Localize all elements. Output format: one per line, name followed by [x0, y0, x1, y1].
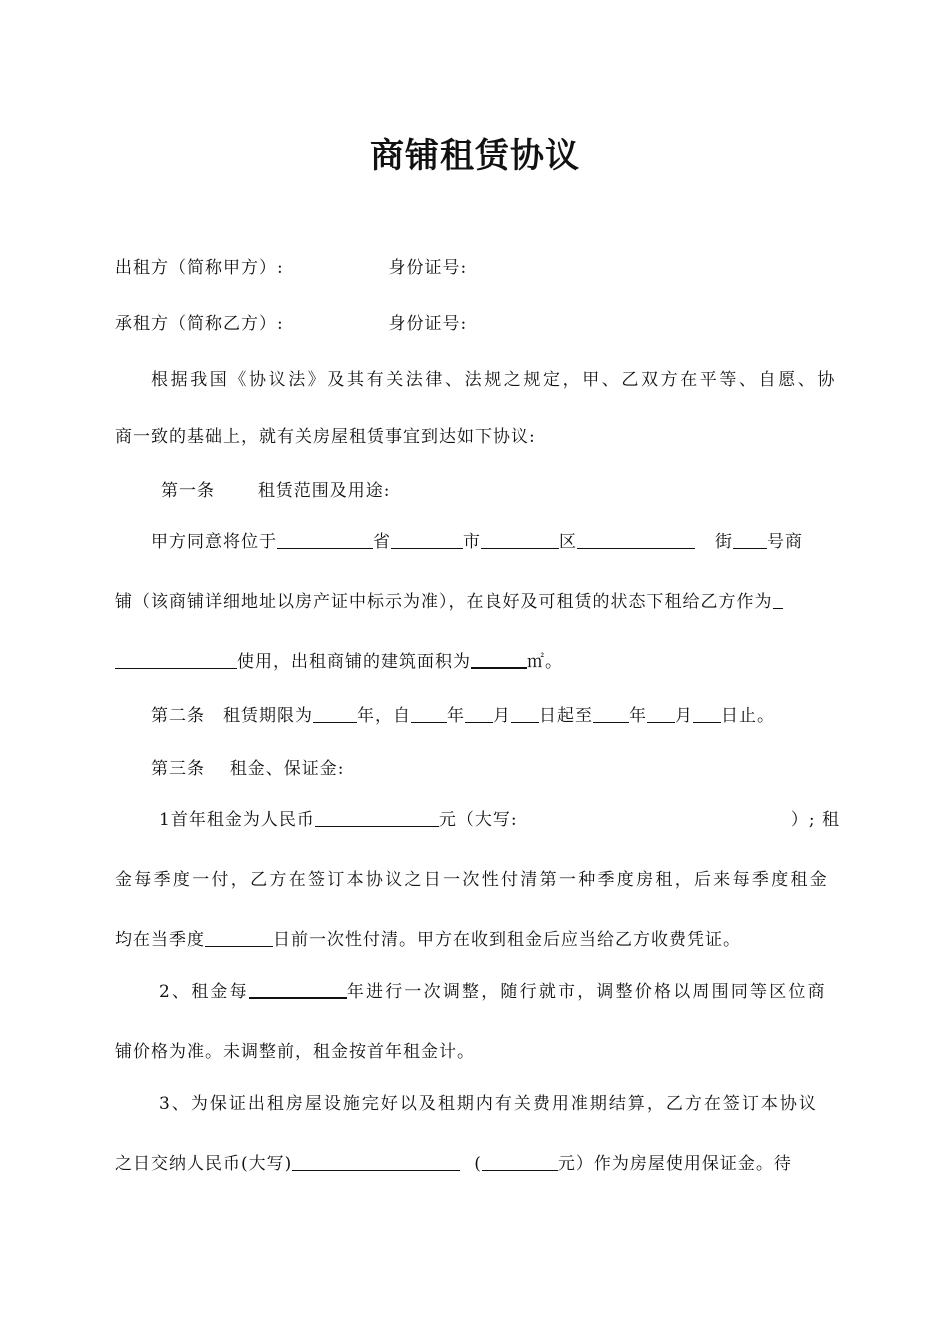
article3-item1-line-1: 1首年租金为人民币 元（大写: ）; 租 [159, 810, 840, 830]
lessor-id-label: 身份证号: [388, 258, 468, 278]
lessee-line [115, 312, 840, 336]
article3-item3-line-1: 3、为保证出租房屋设施完好以及租期内有关费用准期结算，乙方在签订本协议 [159, 1094, 818, 1114]
lessor-line [115, 256, 840, 280]
lessee-id-label: 身份证号: [388, 314, 468, 334]
intro-line-2: 商一致的基础上，就有关房屋租赁事宜到达如下协议: [115, 427, 536, 447]
article1-heading [115, 479, 886, 503]
article3-item1-line-2: 金每季度一付，乙方在签订本协议之日一次性付清第一种季度房租，后来每季度租金 [115, 870, 830, 890]
article3-item1-line-3: 均在当季度 日前一次性付清。甲方在收到租金后应当给乙方收费凭证。 [115, 930, 741, 950]
article2-line: 第二条 租赁期限为 年，自 年 月 日起至 年 月 日止。 [151, 706, 775, 726]
article1-number: 第一条 [161, 481, 215, 501]
article3-item2-line-1: 2、租金每 年进行一次调整，随行就市，调整价格以周围同等区位商 [159, 982, 827, 1002]
article1-title: 租赁范围及用途: [257, 481, 391, 501]
article3-title: 租金、保证金: [229, 759, 345, 779]
lessee-label: 承租方（简称乙方）: [115, 314, 284, 334]
article1-para-line-1: 甲方同意将位于 省 市 区 街 号商 [151, 532, 803, 552]
article3-item3-line-2: 之日交纳人民币(大写) ( 元）作为房屋使用保证金。待 [115, 1154, 792, 1174]
lessor-label: 出租方（简称甲方）: [115, 258, 284, 278]
article3-number: 第三条 [151, 759, 205, 779]
intro-line-1: 根据我国《协议法》及其有关法律、法规之规定，甲、乙双方在平等、自愿、协 [151, 370, 837, 390]
document-title: 商铺租赁协议 [370, 136, 580, 176]
article1-para-line-3: 使用，出租商铺的建筑面积为 ㎡。 [115, 650, 840, 674]
article3-item2-line-2: 铺价格为准。未调整前，租金按首年租金计。 [115, 1042, 475, 1062]
article3-heading [115, 757, 876, 781]
article1-para-line-2: 铺（该商铺详细地址以房产证中标示为准），在良好及可租赁的状态下租给乙方作为 [115, 590, 840, 614]
